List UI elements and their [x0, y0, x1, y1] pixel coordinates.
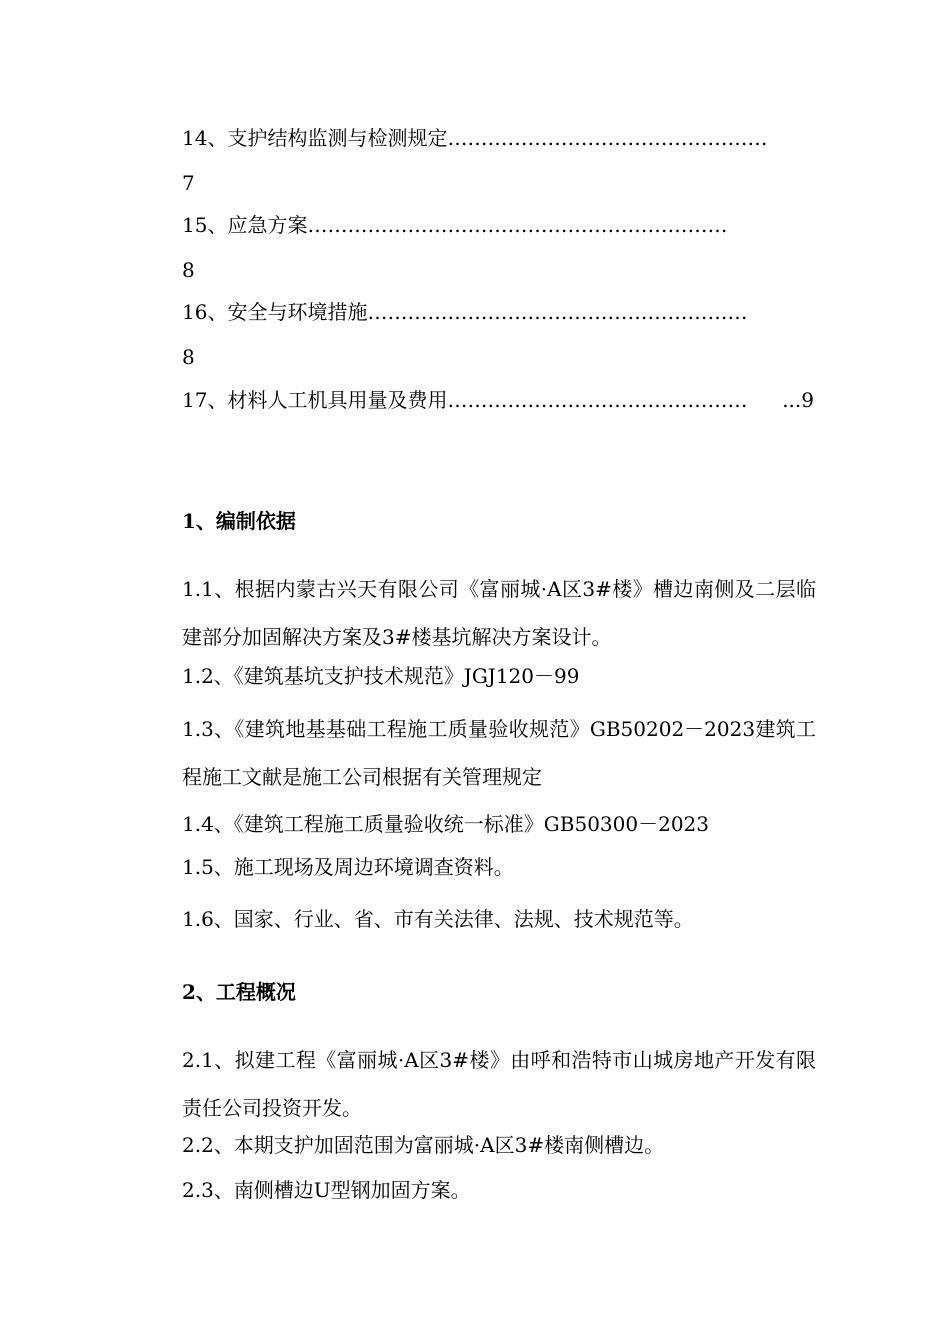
toc-entry-15[interactable]: [182, 213, 814, 237]
toc-dots: …………………………………………………: [367, 300, 748, 324]
section-heading: 2、工程概况: [182, 980, 296, 1004]
section-heading: 1、编制依据: [182, 509, 296, 533]
paragraph: 1.1、根据内蒙古兴天有限公司《富丽城·A区3#楼》槽边南侧及二层临建部分加固解决方案及3#楼基坑解决方案设计。: [182, 577, 816, 649]
toc-page-number: 8: [182, 258, 195, 282]
paragraph: 1.5、施工现场及周边环境调查资料。: [182, 855, 514, 879]
toc-dots: ………………………………………: [447, 388, 748, 412]
toc-label: 16、安全与环境措施: [182, 300, 368, 324]
toc-entry-16[interactable]: [182, 300, 814, 324]
toc-page-number: 8: [182, 345, 195, 369]
paragraph: 1.3、《建筑地基基础工程施工质量验收规范》GB50202－2023建筑工程施工文献是施工公司根据有关管理规定: [182, 717, 816, 789]
toc-dots: ………………………………………………………: [307, 213, 728, 237]
toc-entry-14[interactable]: [182, 126, 814, 150]
paragraph: 2.3、南侧槽边U型钢加固方案。: [182, 1178, 471, 1202]
paragraph: 1.4、《建筑工程施工质量验收统一标准》GB50300－2023: [182, 812, 710, 836]
toc-dots: …………………………………………: [447, 126, 768, 150]
toc-label: 17、材料人工机具用量及费用: [182, 388, 448, 412]
paragraph: 1.2、《建筑基坑支护技术规范》JGJ120－99: [182, 664, 580, 688]
paragraph: 2.2、本期支护加固范围为富丽城·A区3#楼南侧槽边。: [182, 1133, 665, 1157]
paragraph: 1.6、国家、行业、省、市有关法律、法规、技术规范等。: [182, 907, 694, 931]
toc-label: 14、支护结构监测与检测规定: [182, 126, 448, 150]
toc-label: 15、应急方案: [182, 213, 308, 237]
paragraph: 2.1、拟建工程《富丽城·A区3#楼》由呼和浩特市山城房地产开发有限责任公司投资开发。: [182, 1048, 816, 1120]
toc-entry-17[interactable]: [182, 388, 814, 412]
toc-page-number: ...9: [782, 388, 814, 412]
toc-page-number: 7: [182, 171, 195, 195]
